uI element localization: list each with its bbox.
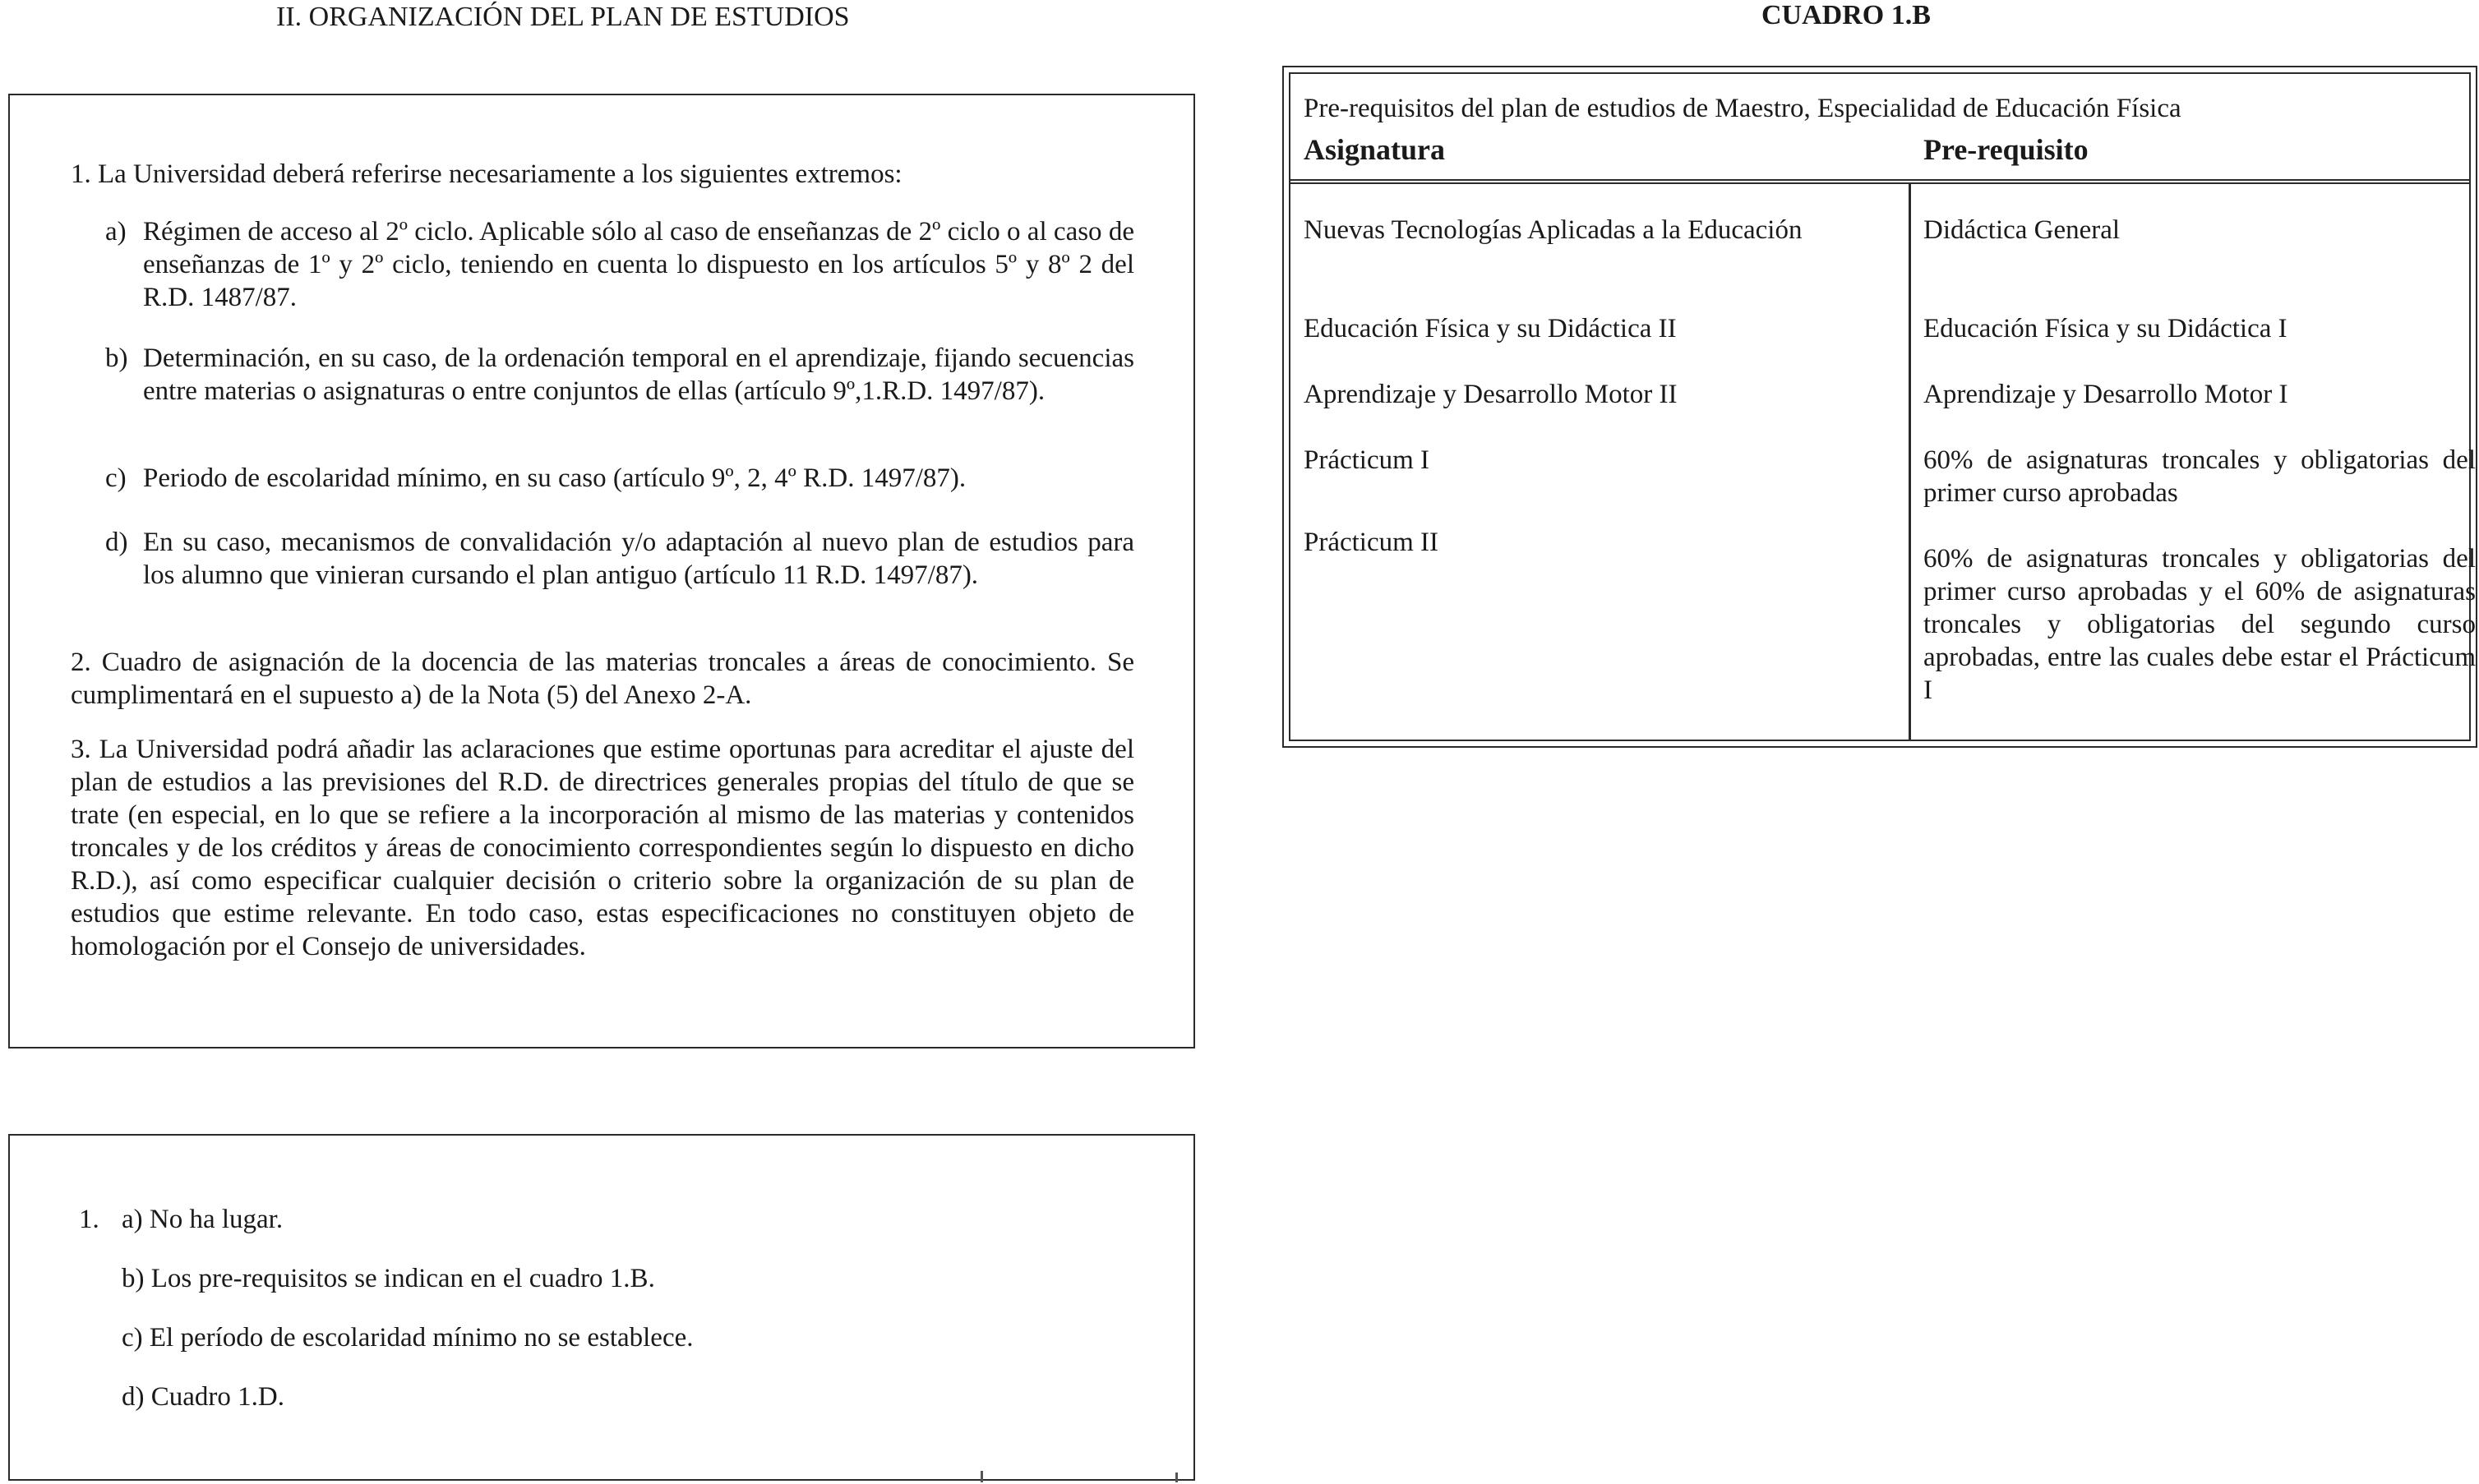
instruction-item-2: 2. Cuadro de asignación de la docencia de las materias troncales a áreas de conocimiento. Se cumplimentará en el supuesto a) de la Nota (5) del Anexo 2-A. <box>71 648 1134 710</box>
scan-mark <box>1175 1472 1178 1482</box>
instruction-item-3: 3. La Universidad podrá añadir las aclaraciones que estime oportunas para acreditar el ajuste del plan de estudios a las previsiones del R.D. de directrices generales propias del título de que se trate (en especial, en lo que se refiere a la incorporación al mismo de las materias y contenidos troncales y de los créditos y áreas de conocimiento correspondientes según lo dispuesto en dicho R.D.), así como especificar cualquier decisión o criterio sobre la organización de su plan de estudios que estime relevante. En todo caso, estas especificaciones no constituyen objeto de homologación por el Consejo de universidades. <box>71 735 1134 961</box>
table-title: CUADRO 1.B <box>1761 0 1931 30</box>
table-cell-asignatura: Aprendizaje y Desarrollo Motor II <box>1304 380 1678 409</box>
subitem-c-text: Periodo de escolaridad mínimo, en su caso (artículo 9º, 2, 4º R.D. 1497/87). <box>143 463 967 493</box>
table-inner-border <box>1289 72 2476 741</box>
subitem-b-text: Determinación, en su caso, de la ordenación temporal en el aprendizaje, fijando secuencias entre materias o asignaturas o entre conjuntos de ellas (artículo 9º,1.R.D. 1497/87). <box>143 343 1134 406</box>
table-cell-prerequisito: Educación Física y su Didáctica I <box>1923 314 2287 343</box>
subitem-d-label: d) <box>105 528 128 557</box>
subitem-b-label: b) <box>105 343 128 373</box>
column-divider <box>1909 184 1911 740</box>
column-header-prerequisito: Pre-requisito <box>1923 133 2089 166</box>
scan-mark <box>981 1471 983 1482</box>
table-cell-prerequisito: 60% de asignaturas troncales y obligatorias del primer curso aprobadas y el 60% de asignaturas troncales y obligatorias del segundo curso aprobadas, entre las cuales debe estar el Prácticum I <box>1923 544 2476 705</box>
instruction-item-1: 1. La Universidad deberá referirse necesariamente a los siguientes extremos: <box>71 159 903 189</box>
answer-a: a) No ha lugar. <box>122 1205 284 1234</box>
table-caption: Pre-requisitos del plan de estudios de Maestro, Especialidad de Educación Física <box>1304 94 2181 123</box>
table-cell-asignatura: Educación Física y su Didáctica II <box>1304 314 1677 343</box>
answers-box <box>8 1134 1195 1481</box>
subitem-a-text: Régimen de acceso al 2º ciclo. Aplicable sólo al caso de enseñanzas de 2º ciclo o al caso de enseñanzas de 1º y 2º ciclo, teniendo en cuenta lo dispuesto en los artículos 5º y 8º 2 del R.D. 1487/87. <box>143 217 1134 312</box>
subitem-d-text: En su caso, mecanismos de convalidación y/o adaptación al nuevo plan de estudios para los alumno que vinieran cursando el plan antiguo (artículo 11 R.D. 1497/87). <box>143 528 1134 590</box>
answer-b: b) Los pre-requisitos se indican en el cuadro 1.B. <box>122 1264 655 1293</box>
section-heading: II. ORGANIZACIÓN DEL PLAN DE ESTUDIOS <box>276 2 850 32</box>
answer-d: d) Cuadro 1.D. <box>122 1382 284 1412</box>
subitem-a-label: a) <box>105 217 127 247</box>
answer-c: c) El período de escolaridad mínimo no se establece. <box>122 1323 694 1353</box>
table-header <box>1290 74 2469 184</box>
table-cell-prerequisito: Aprendizaje y Desarrollo Motor I <box>1923 380 2288 409</box>
instructions-box <box>8 94 1195 1048</box>
subitem-c-label: c) <box>105 463 127 493</box>
column-header-asignatura: Asignatura <box>1304 133 1446 166</box>
prerequisites-table <box>1282 66 2477 748</box>
table-cell-asignatura: Prácticum II <box>1304 528 1439 557</box>
table-cell-asignatura: Nuevas Tecnologías Aplicadas a la Educación <box>1304 215 1803 245</box>
answer-number: 1. <box>79 1205 99 1234</box>
table-cell-asignatura: Prácticum I <box>1304 445 1430 475</box>
table-cell-prerequisito: 60% de asignaturas troncales y obligatorias del primer curso aprobadas <box>1923 445 2476 508</box>
table-cell-prerequisito: Didáctica General <box>1923 215 2121 245</box>
